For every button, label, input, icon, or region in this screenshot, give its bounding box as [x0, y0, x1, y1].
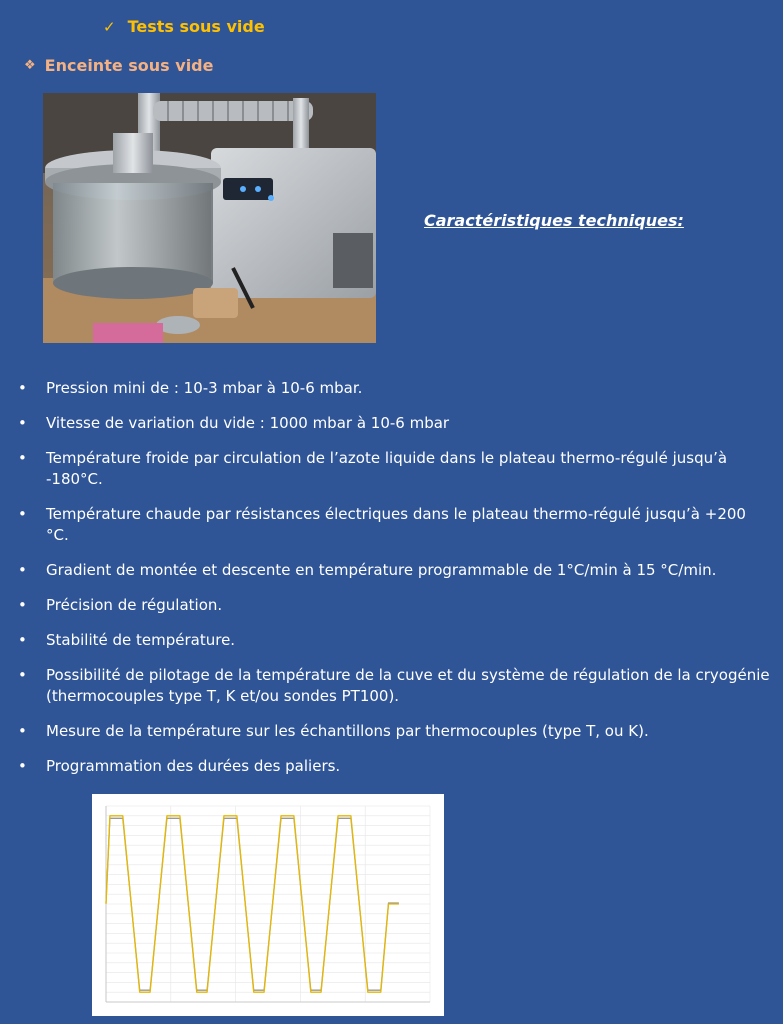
- specs-title-text: Caractéristiques techniques: [424, 211, 678, 230]
- spec-item: • Possibilité de pilotage de la température de la cuve et du système de régulation de la cryogénie (thermocouples type T, K et/ou sondes PT100).: [0, 665, 783, 707]
- check-icon: ✓: [103, 17, 116, 36]
- spec-item: • Pression mini de : 10-3 mbar à 10-6 mbar.: [0, 378, 783, 399]
- vacuum-chamber-photo: [43, 93, 376, 343]
- section-heading-text: Tests sous vide: [127, 17, 265, 36]
- subsection-heading: [24, 56, 213, 75]
- diamond-bullet-icon: ❖: [24, 58, 36, 73]
- spec-item: • Gradient de montée et descente en température programmable de 1°C/min à 15 °C/min.: [0, 560, 783, 581]
- spec-item: • Stabilité de température.: [0, 630, 783, 651]
- spec-item: • Température chaude par résistances électriques dans le plateau thermo-régulé jusqu’à +200 °C.: [0, 504, 783, 546]
- subsection-heading-text: Enceinte sous vide: [44, 56, 214, 75]
- specs-title: [424, 211, 684, 230]
- spec-item: • Vitesse de variation du vide : 1000 mbar à 10-6 mbar: [0, 413, 783, 434]
- section-heading: [103, 17, 265, 36]
- spec-item: • Température froide par circulation de l’azote liquide dans le plateau thermo-régulé jusqu’à -180°C.: [0, 448, 783, 490]
- specs-list: [0, 378, 783, 791]
- chart-svg: [92, 794, 444, 1016]
- temperature-cycle-chart: [92, 794, 444, 1016]
- specs-title-colon: :: [677, 211, 684, 230]
- spec-item: • Précision de régulation.: [0, 595, 783, 616]
- spec-item: • Programmation des durées des paliers.: [0, 756, 783, 777]
- spec-item: • Mesure de la température sur les échantillons par thermocouples (type T, ou K).: [0, 721, 783, 742]
